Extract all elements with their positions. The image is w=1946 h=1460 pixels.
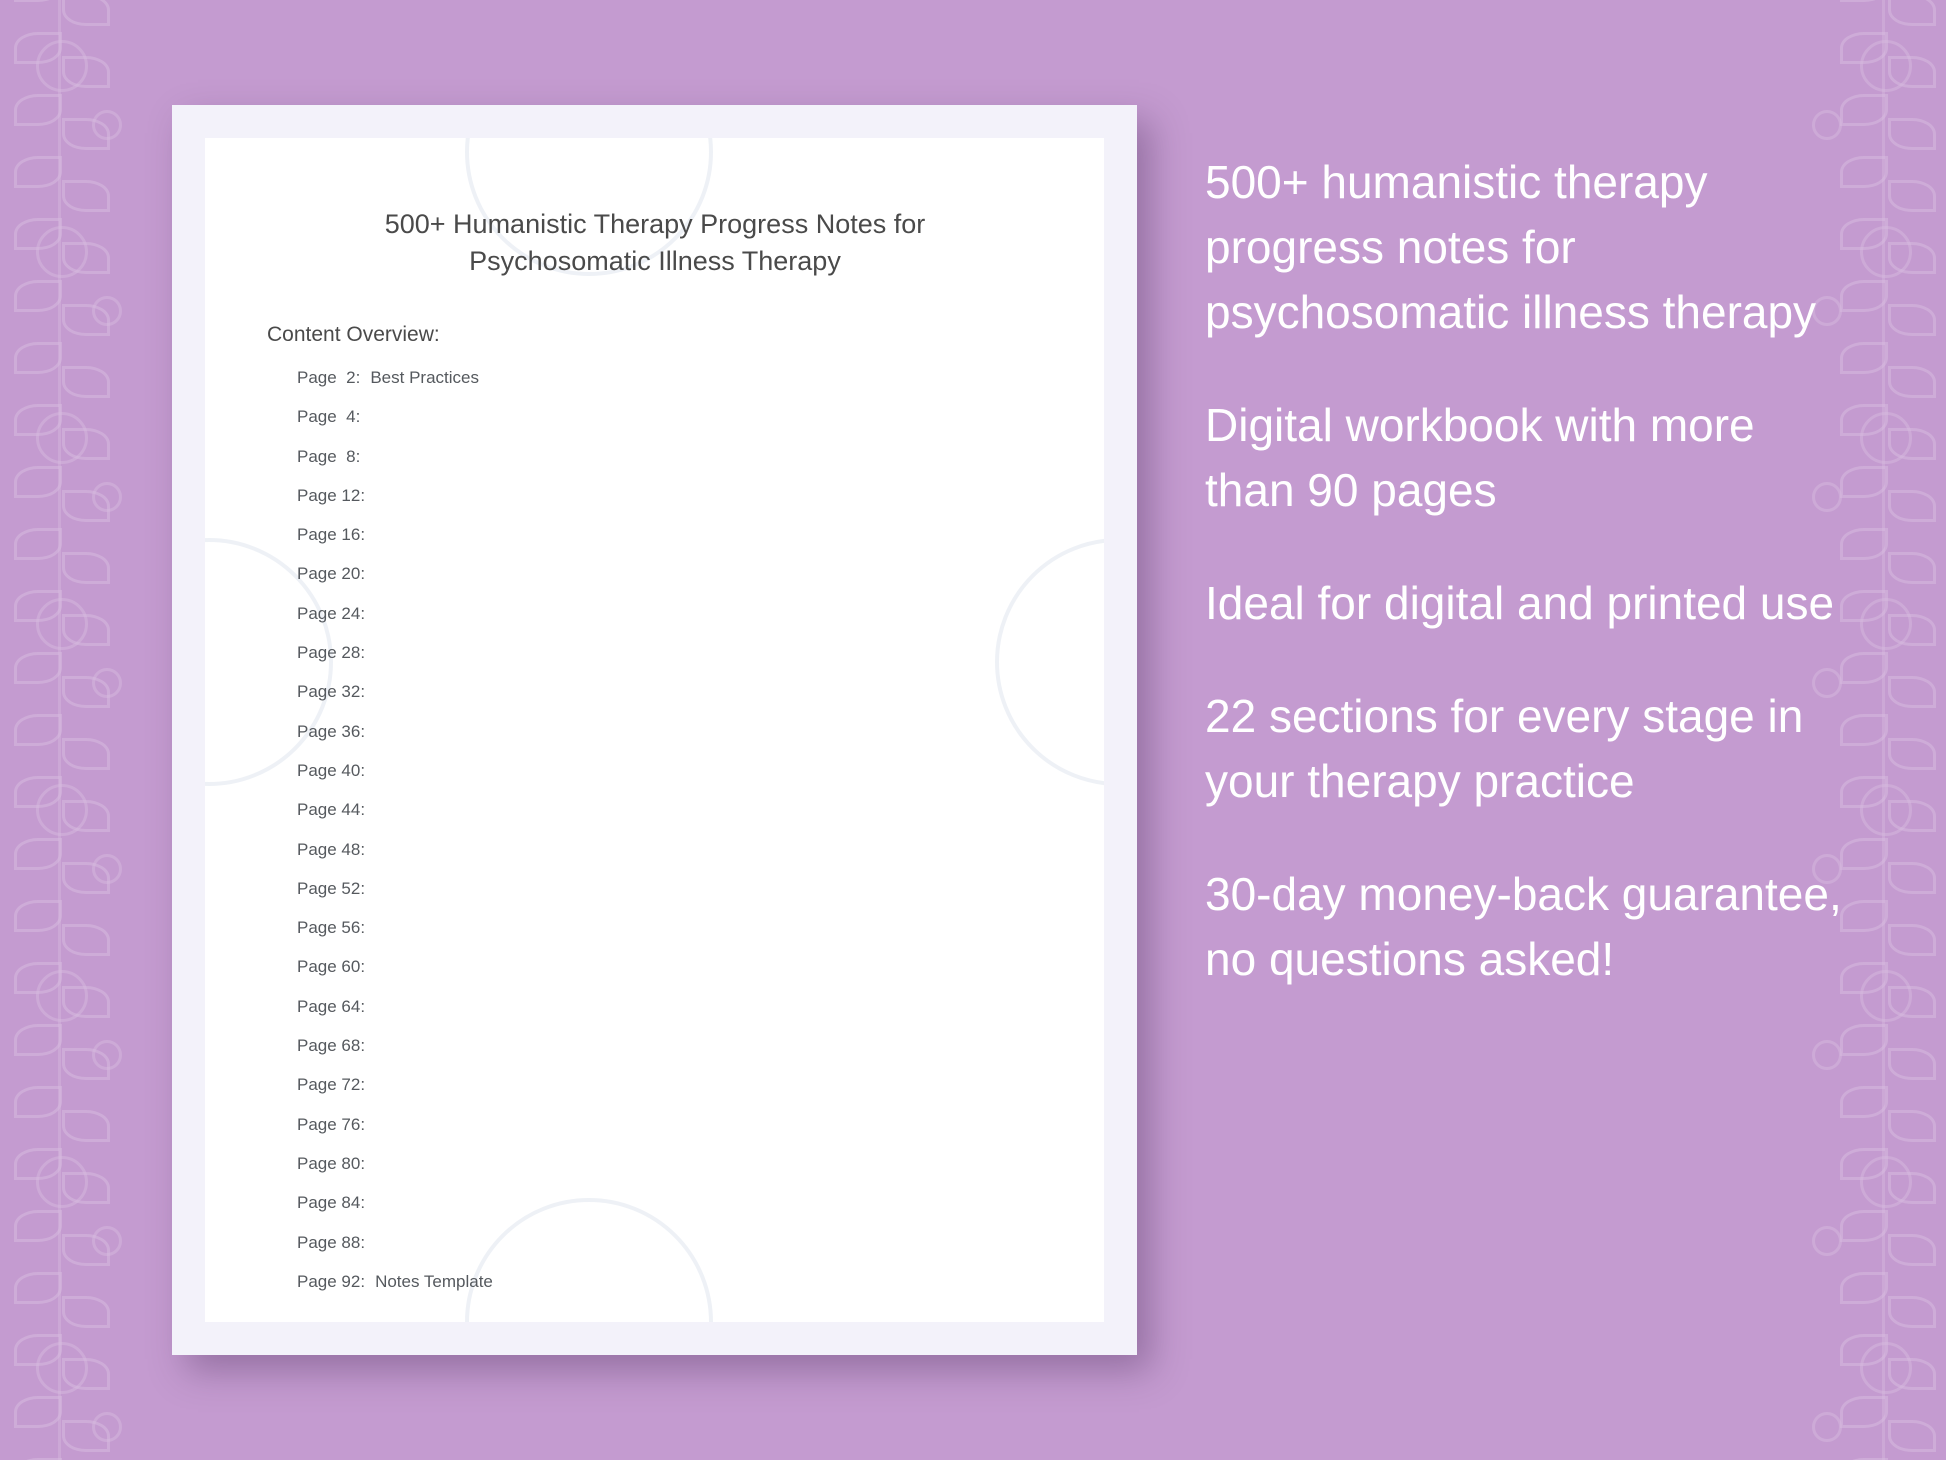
floral-leaf: [62, 552, 110, 584]
floral-leaf: [62, 366, 110, 398]
floral-leaf: [1840, 280, 1888, 312]
floral-leaf: [1840, 1210, 1888, 1242]
floral-leaf: [62, 0, 110, 26]
floral-blossom: [92, 1226, 122, 1256]
toc-page-number: Page 2:: [297, 368, 361, 387]
floral-blossom: [92, 1040, 122, 1070]
floral-leaf: [62, 1172, 110, 1204]
floral-leaf: [62, 56, 110, 88]
floral-leaf: [1840, 0, 1888, 2]
toc-row: [297, 1233, 1037, 1272]
floral-leaf: [1888, 986, 1936, 1018]
floral-leaf: [62, 304, 110, 336]
floral-border-left-decoration: [0, 0, 150, 1460]
document-preview-card: [172, 105, 1137, 1355]
floral-leaf: [1888, 180, 1936, 212]
floral-blossom: [92, 482, 122, 512]
toc-row: [297, 407, 1037, 446]
floral-leaf: [62, 1234, 110, 1266]
document-title: 500+ Humanistic Therapy Progress Notes for Psychosomatic Illness Therapy: [384, 209, 926, 276]
floral-leaf: [1888, 428, 1936, 460]
floral-blossom: [36, 412, 88, 464]
floral-leaf: [1840, 1024, 1888, 1056]
toc-page-number: Page 52:: [297, 878, 366, 898]
floral-leaf: [1840, 838, 1888, 870]
floral-leaf: [1840, 590, 1888, 622]
floral-leaf: [1840, 1396, 1888, 1428]
floral-leaf: [62, 118, 110, 150]
floral-leaf: [14, 0, 62, 2]
toc-row: [297, 643, 1037, 682]
toc-row: [297, 918, 1037, 957]
toc-row: [297, 1154, 1037, 1193]
marketing-copy-block: Ideal for digital and printed use: [1205, 577, 1835, 629]
floral-leaf: [62, 180, 110, 212]
floral-blossom: [1860, 226, 1912, 278]
floral-leaf: [62, 676, 110, 708]
toc-row: [297, 486, 1037, 525]
toc-page-number: Page 80:: [297, 1153, 366, 1173]
floral-leaf: [62, 614, 110, 646]
floral-leaf: [14, 1272, 62, 1304]
floral-leaf: [14, 1210, 62, 1242]
floral-leaf: [1888, 118, 1936, 150]
toc-page-number: Page 20:: [297, 564, 366, 584]
toc-page-number: Page 40:: [297, 760, 366, 780]
toc-page-number: Page 56:: [297, 918, 366, 938]
marketing-copy-block: 30-day money-back guarantee, no questions asked!: [1205, 868, 1842, 985]
floral-leaf: [1888, 0, 1936, 26]
toc-page-number: Page 72:: [297, 1075, 366, 1095]
toc-page-number: Page 36:: [297, 721, 366, 741]
toc-row: [297, 1115, 1037, 1154]
toc-row: [297, 879, 1037, 918]
floral-leaf: [1840, 1334, 1888, 1366]
floral-leaf: [1840, 1148, 1888, 1180]
marketing-copy-block: 500+ humanistic therapy progress notes for psychosomatic illness therapy: [1205, 156, 1817, 338]
floral-leaf: [1888, 1048, 1936, 1080]
toc-row: [297, 761, 1037, 800]
floral-leaf: [1840, 218, 1888, 250]
floral-blossom: [92, 668, 122, 698]
toc-page-number: Page 24:: [297, 603, 366, 623]
toc-page-number: Page 84:: [297, 1193, 366, 1213]
content-overview-label: Content Overview:: [267, 323, 440, 346]
toc-page-number: Page 48:: [297, 839, 366, 859]
toc-row: [297, 722, 1037, 761]
toc-row: [297, 1075, 1037, 1114]
floral-leaf: [14, 280, 62, 312]
floral-leaf: [1840, 1272, 1888, 1304]
floral-leaf: [1840, 652, 1888, 684]
marketing-copy-block: 22 sections for every stage in your therapy practice: [1205, 690, 1804, 807]
toc-page-number: Page 68:: [297, 1036, 366, 1056]
marketing-copy: [1205, 150, 1845, 992]
floral-blossom: [92, 1412, 122, 1442]
floral-leaf: [1840, 1086, 1888, 1118]
floral-leaf: [1840, 32, 1888, 64]
toc-page-number: Page 12:: [297, 485, 366, 505]
toc-row: [297, 682, 1037, 721]
toc-page-number: Page 16:: [297, 525, 366, 545]
toc-page-number: Page 76:: [297, 1114, 366, 1134]
toc-row: [297, 604, 1037, 643]
floral-leaf: [62, 490, 110, 522]
floral-blossom: [1812, 1040, 1842, 1070]
floral-leaf: [14, 32, 62, 64]
floral-leaf: [1888, 1110, 1936, 1142]
toc-page-number: Page 88:: [297, 1232, 366, 1252]
floral-blossom: [36, 1342, 88, 1394]
floral-leaf: [62, 986, 110, 1018]
floral-leaf: [62, 428, 110, 460]
floral-leaf: [1888, 1234, 1936, 1266]
floral-leaf: [62, 1358, 110, 1390]
floral-blossom: [92, 854, 122, 884]
floral-blossom: [36, 598, 88, 650]
document-page: [205, 138, 1104, 1322]
floral-leaf: [1888, 1296, 1936, 1328]
floral-leaf: [1840, 962, 1888, 994]
floral-leaf: [1888, 800, 1936, 832]
floral-blossom: [1860, 598, 1912, 650]
toc-row: [297, 800, 1037, 839]
floral-blossom: [36, 1156, 88, 1208]
floral-blossom: [92, 110, 122, 140]
floral-leaf: [62, 1420, 110, 1452]
floral-leaf: [14, 94, 62, 126]
floral-blossom: [1860, 1156, 1912, 1208]
floral-leaf: [62, 862, 110, 894]
toc-page-number: Page 4:: [297, 407, 361, 427]
floral-leaf: [14, 1086, 62, 1118]
floral-leaf: [1888, 242, 1936, 274]
floral-leaf: [14, 776, 62, 808]
floral-leaf: [1840, 900, 1888, 932]
floral-leaf: [1840, 714, 1888, 746]
floral-leaf: [1888, 1358, 1936, 1390]
toc-page-number: Page 8:: [297, 446, 361, 466]
toc-row: [297, 564, 1037, 603]
floral-blossom: [36, 226, 88, 278]
floral-leaf: [1888, 676, 1936, 708]
floral-leaf: [1888, 490, 1936, 522]
floral-blossom: [1812, 110, 1842, 140]
floral-leaf: [1888, 56, 1936, 88]
floral-blossom: [1860, 970, 1912, 1022]
floral-leaf: [62, 738, 110, 770]
floral-leaf: [14, 466, 62, 498]
toc-row: [297, 997, 1037, 1036]
toc-page-number: Page 64:: [297, 996, 366, 1016]
floral-leaf: [1840, 94, 1888, 126]
floral-leaf: [14, 156, 62, 188]
floral-leaf: [1840, 404, 1888, 436]
toc-page-number: Page 92:: [297, 1271, 366, 1291]
floral-leaf: [14, 1396, 62, 1428]
toc-row: [297, 840, 1037, 879]
floral-leaf: [14, 1148, 62, 1180]
floral-blossom: [1860, 412, 1912, 464]
floral-blossom: [1812, 1412, 1842, 1442]
floral-leaf: [14, 1024, 62, 1056]
floral-leaf: [1840, 528, 1888, 560]
toc-row: [297, 1036, 1037, 1075]
toc-row: [297, 525, 1037, 564]
marketing-copy-block: Digital workbook with more than 90 pages: [1205, 399, 1755, 516]
floral-leaf: [1888, 1172, 1936, 1204]
floral-leaf: [1840, 776, 1888, 808]
floral-leaf: [14, 528, 62, 560]
toc-page-number: Page 44:: [297, 800, 366, 820]
floral-leaf: [1888, 738, 1936, 770]
floral-blossom: [92, 296, 122, 326]
floral-leaf: [62, 1296, 110, 1328]
toc-page-number: Page 28:: [297, 643, 366, 663]
floral-leaf: [1888, 1420, 1936, 1452]
floral-blossom: [1860, 1342, 1912, 1394]
floral-leaf: [1840, 156, 1888, 188]
floral-leaf: [14, 652, 62, 684]
floral-stem: [58, 0, 61, 1460]
floral-blossom: [36, 784, 88, 836]
floral-leaf: [14, 1334, 62, 1366]
floral-leaf: [1888, 304, 1936, 336]
floral-leaf: [1840, 342, 1888, 374]
floral-leaf: [14, 218, 62, 250]
floral-leaf: [14, 838, 62, 870]
table-of-contents: [297, 368, 1037, 1311]
toc-row: [297, 1272, 1037, 1311]
floral-leaf: [14, 590, 62, 622]
toc-row: [297, 447, 1037, 486]
toc-section-label: Best Practices: [370, 368, 479, 387]
floral-leaf: [14, 900, 62, 932]
floral-leaf: [1888, 862, 1936, 894]
floral-leaf: [62, 242, 110, 274]
floral-leaf: [1888, 366, 1936, 398]
floral-blossom: [36, 40, 88, 92]
toc-section-label: Notes Template: [375, 1271, 493, 1291]
floral-blossom: [36, 970, 88, 1022]
floral-leaf: [14, 962, 62, 994]
floral-leaf: [62, 1110, 110, 1142]
floral-leaf: [1888, 614, 1936, 646]
floral-leaf: [14, 342, 62, 374]
toc-page-number: Page 60:: [297, 957, 366, 977]
floral-leaf: [1888, 924, 1936, 956]
floral-stem: [1882, 0, 1885, 1460]
floral-blossom: [1812, 1226, 1842, 1256]
floral-leaf: [62, 800, 110, 832]
floral-blossom: [1860, 784, 1912, 836]
floral-leaf: [1888, 552, 1936, 584]
toc-row: [297, 957, 1037, 996]
floral-leaf: [62, 1048, 110, 1080]
floral-leaf: [62, 924, 110, 956]
floral-leaf: [14, 714, 62, 746]
floral-leaf: [14, 404, 62, 436]
floral-leaf: [1840, 466, 1888, 498]
toc-page-number: Page 32:: [297, 682, 366, 702]
toc-row: [297, 368, 1037, 407]
floral-blossom: [1860, 40, 1912, 92]
toc-row: [297, 1193, 1037, 1232]
